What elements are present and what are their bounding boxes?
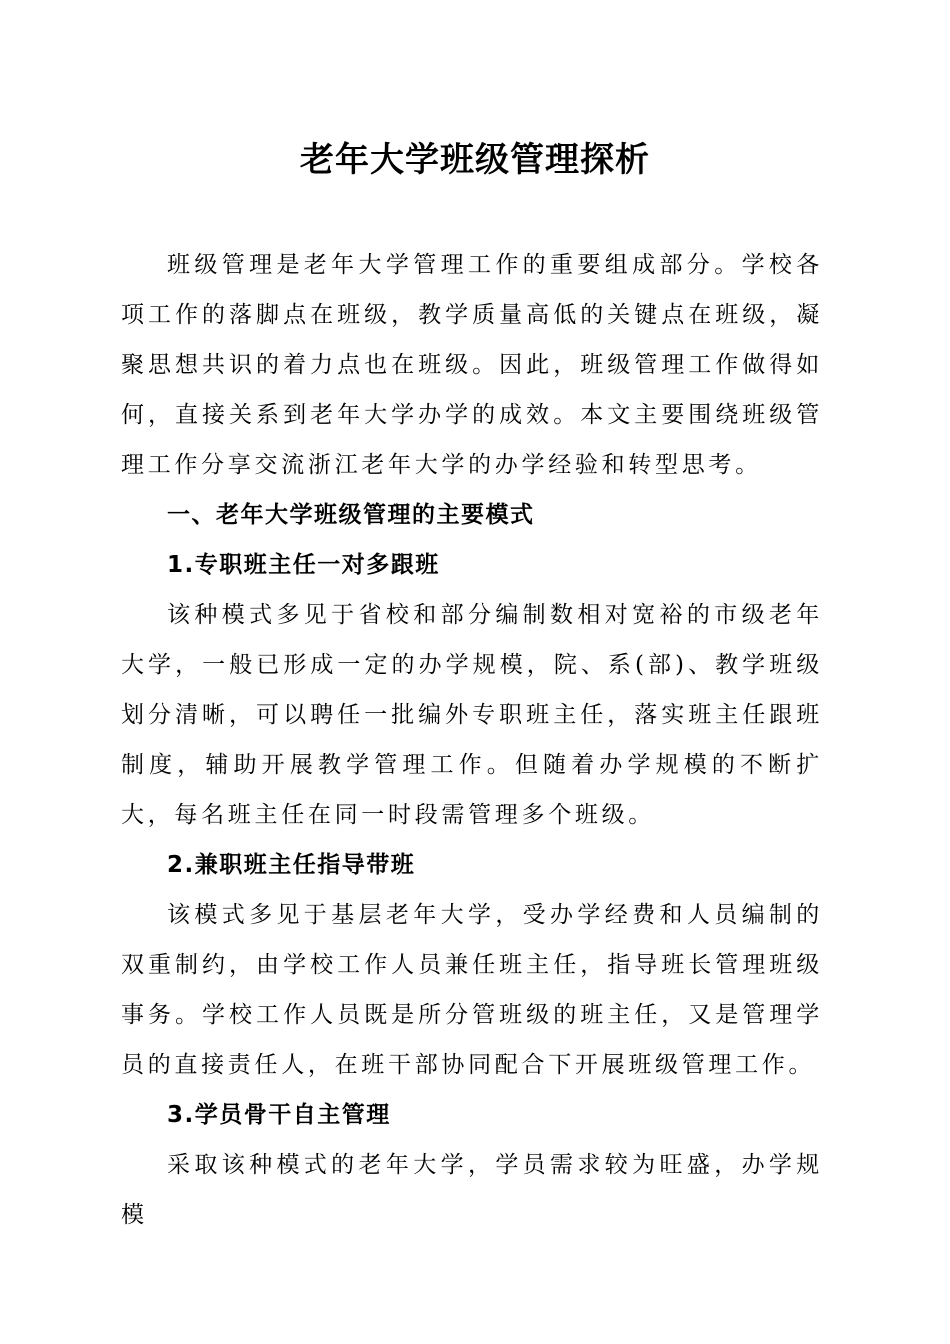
section-heading: 一、老年大学班级管理的主要模式 — [167, 502, 535, 528]
intro-paragraph: 班级管理是老年大学管理工作的重要组成部分。学校各项工作的落脚点在班级，教学质量高低的关键点在班级，凝聚思想共识的着力点也在班级。因此，班级管理工作做得如何，直接关系到老年大学办学的成效。本文主要围绕班级管理工作分享交流浙江老年大学的办学经验和转型思考。 — [121, 252, 823, 478]
subsection-paragraph-1: 该种模式多见于省校和部分编制数相对宽裕的市级老年大学，一般已形成一定的办学规模，院、系(部)、教学班级划分清晰，可以聘任一批编外专职班主任，落实班主任跟班制度，辅助开展教学管理工作。但随着办学规模的不断扩大，每名班主任在同一时段需管理多个班级。 — [121, 602, 823, 828]
subsection-heading-1: 1.专职班主任一对多跟班 — [167, 552, 440, 578]
document-body — [121, 240, 823, 1240]
subsection-heading-2: 2.兼职班主任指导带班 — [167, 852, 416, 878]
document-title: 老年大学班级管理探析 — [300, 140, 650, 180]
subsection-paragraph-2: 该模式多见于基层老年大学，受办学经费和人员编制的双重制约，由学校工作人员兼任班主任，指导班长管理班级事务。学校工作人员既是所分管班级的班主任，又是管理学员的直接责任人，在班干部协同配合下开展班级管理工作。 — [121, 902, 823, 1078]
subsection-paragraph-3: 采取该种模式的老年大学，学员需求较为旺盛，办学规模 — [121, 1152, 823, 1228]
subsection-heading-3: 3.学员骨干自主管理 — [167, 1102, 391, 1128]
